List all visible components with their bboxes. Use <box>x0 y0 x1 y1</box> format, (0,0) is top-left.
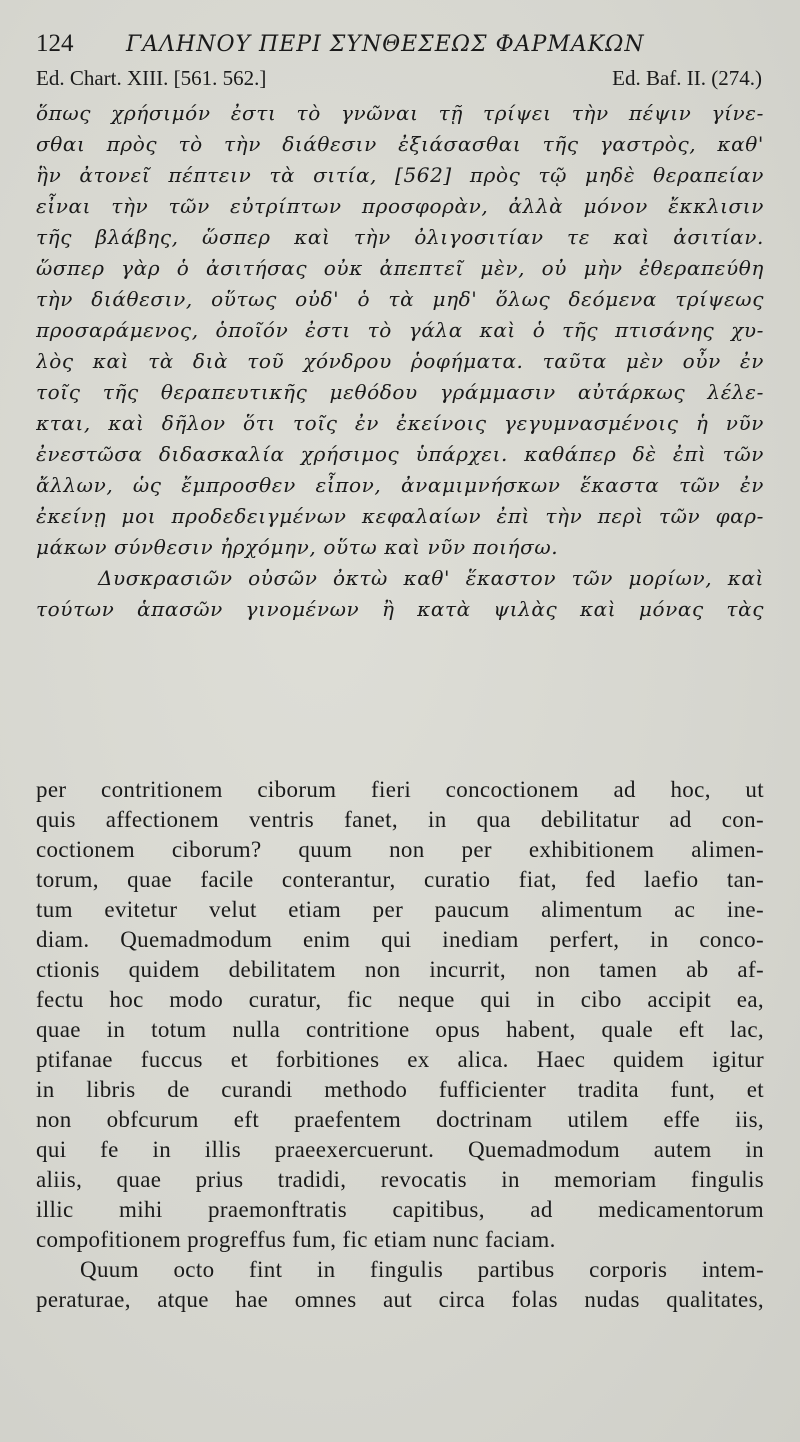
greek-line: ὥσπερ γὰρ ὁ ἀσιτήσας οὐκ ἀπεπτεῖ μὲν, οὐ μὴν ἐθεραπεύθη <box>36 256 764 280</box>
greek-line: ὅπως χρήσιμόν ἐστι τὸ γνῶναι τῇ τρίψει τὴν πέψιν γίνε- <box>36 101 764 125</box>
latin-line: torum, quae facile conterantur, curatio fiat, fed laefio tan- <box>36 867 764 892</box>
greek-line: εἶναι τὴν τῶν εὐτρίπτων προσφορὰν, ἀλλὰ μόνον ἔκκλισιν <box>36 194 764 218</box>
edition-reference-line <box>36 66 764 96</box>
latin-line: illic mihi praemonftratis capitibus, ad medicamentorum <box>36 1197 764 1222</box>
greek-line: τούτων ἁπασῶν γινομένων ἢ κατὰ ψιλὰς καὶ μόνας τὰς <box>36 597 764 621</box>
latin-line: aliis, quae prius tradidi, revocatis in memoriam fingulis <box>36 1167 764 1192</box>
greek-line: τῆς βλάβης, ὥσπερ καὶ τὴν ὀλιγοσιτίαν τε καὶ ἀσιτίαν. <box>36 225 764 249</box>
latin-line: quis affectionem ventris fanet, in qua debilitatur ad con- <box>36 807 764 832</box>
latin-line: qui fe in illis praeexercuerunt. Quemadmodum autem in <box>36 1137 764 1162</box>
latin-line: coctionem ciborum? quum non per exhibitionem alimen- <box>36 837 764 862</box>
greek-line: ἐνεστῶσα διδασκαλία χρήσιμος ὑπάρχει. καθάπερ δὲ ἐπὶ τῶν <box>36 442 764 466</box>
latin-line: fectu hoc modo curatur, fic neque qui in cibo accipit ea, <box>36 987 764 1012</box>
page-number: 124 <box>36 30 74 57</box>
latin-line: compofitionem progreffus fum, fic etiam nunc faciam. <box>36 1227 556 1252</box>
latin-text-block <box>36 775 764 1315</box>
greek-line: ἐκείνῃ μοι προδεδειγμένων κεφαλαίων ἐπὶ τὴν περὶ τῶν φαρ- <box>36 504 764 528</box>
greek-line: Δυσκρασιῶν οὐσῶν ὀκτὼ καθ' ἕκαστον τῶν μορίων, καὶ <box>98 566 764 590</box>
latin-line: ptifanae fuccus et forbitiones ex alica. Haec quidem igitur <box>36 1047 764 1072</box>
latin-line: in libris de curandi methodo fufficienter tradita funt, et <box>36 1077 764 1102</box>
latin-line: per contritionem ciborum fieri concoctionem ad hoc, ut <box>36 777 764 802</box>
latin-line: Quum octo fint in fingulis partibus corporis intem- <box>80 1257 764 1282</box>
greek-line: ἄλλων, ὡς ἔμπροσθεν εἶπον, ἀναμιμνήσκων ἕκαστα τῶν ἐν <box>36 473 764 497</box>
greek-line: μάκων σύνθεσιν ἠρχόμην, οὕτω καὶ νῦν ποιήσω. <box>36 535 559 559</box>
greek-line: προσαράμενος, ὁποῖόν ἐστι τὸ γάλα καὶ ὁ τῆς πτισάνης χυ- <box>36 318 764 342</box>
greek-text-block <box>36 98 764 625</box>
greek-line: κται, καὶ δῆλον ὅτι τοῖς ἐν ἐκείνοις γεγυμνασμένοις ἡ νῦν <box>36 411 764 435</box>
latin-line: tum evitetur velut etiam per paucum alimentum ac ine- <box>36 897 764 922</box>
edition-basel: Ed. Baf. II. (274.) <box>612 66 762 90</box>
running-head <box>36 30 764 64</box>
greek-line: λὸς καὶ τὰ διὰ τοῦ χόνδρου ῥοφήματα. ταῦτα μὲν οὖν ἐν <box>36 349 764 373</box>
greek-line: τὴν διάθεσιν, οὕτως οὐδ' ὁ τὰ μηδ' ὅλως δεόμενα τρίψεως <box>36 287 764 311</box>
greek-line: τοῖς τῆς θεραπευτικῆς μεθόδου γράμμασιν αὐτάρκως λέλε- <box>36 380 764 404</box>
greek-line: σθαι πρὸς τὸ τὴν διάθεσιν ἐξιάσασθαι τῆς γαστρὸς, καθ' <box>36 132 764 156</box>
latin-line: quae in totum nulla contritione opus habent, quale eft lac, <box>36 1017 764 1042</box>
edition-chartier: Ed. Chart. XIII. [561. 562.] <box>36 66 267 90</box>
latin-line: peraturae, atque hae omnes aut circa folas nudas qualitates, <box>36 1287 764 1312</box>
running-title: ΓΑΛΗΝΟΥ ΠΕΡΙ ΣΥΝΘΕΣΕΩΣ ΦΑΡΜΑΚΩΝ <box>126 32 645 57</box>
latin-line: ctionis quidem debilitatem non incurrit, non tamen ab af- <box>36 957 764 982</box>
greek-line: ἣν ἀτονεῖ πέπτειν τὰ σιτία, [562] πρὸς τῷ μηδὲ θεραπείαν <box>36 163 764 187</box>
latin-line: non obfcurum eft praefentem doctrinam utilem effe iis, <box>36 1107 764 1132</box>
latin-line: diam. Quemadmodum enim qui inediam perfert, in conco- <box>36 927 764 952</box>
